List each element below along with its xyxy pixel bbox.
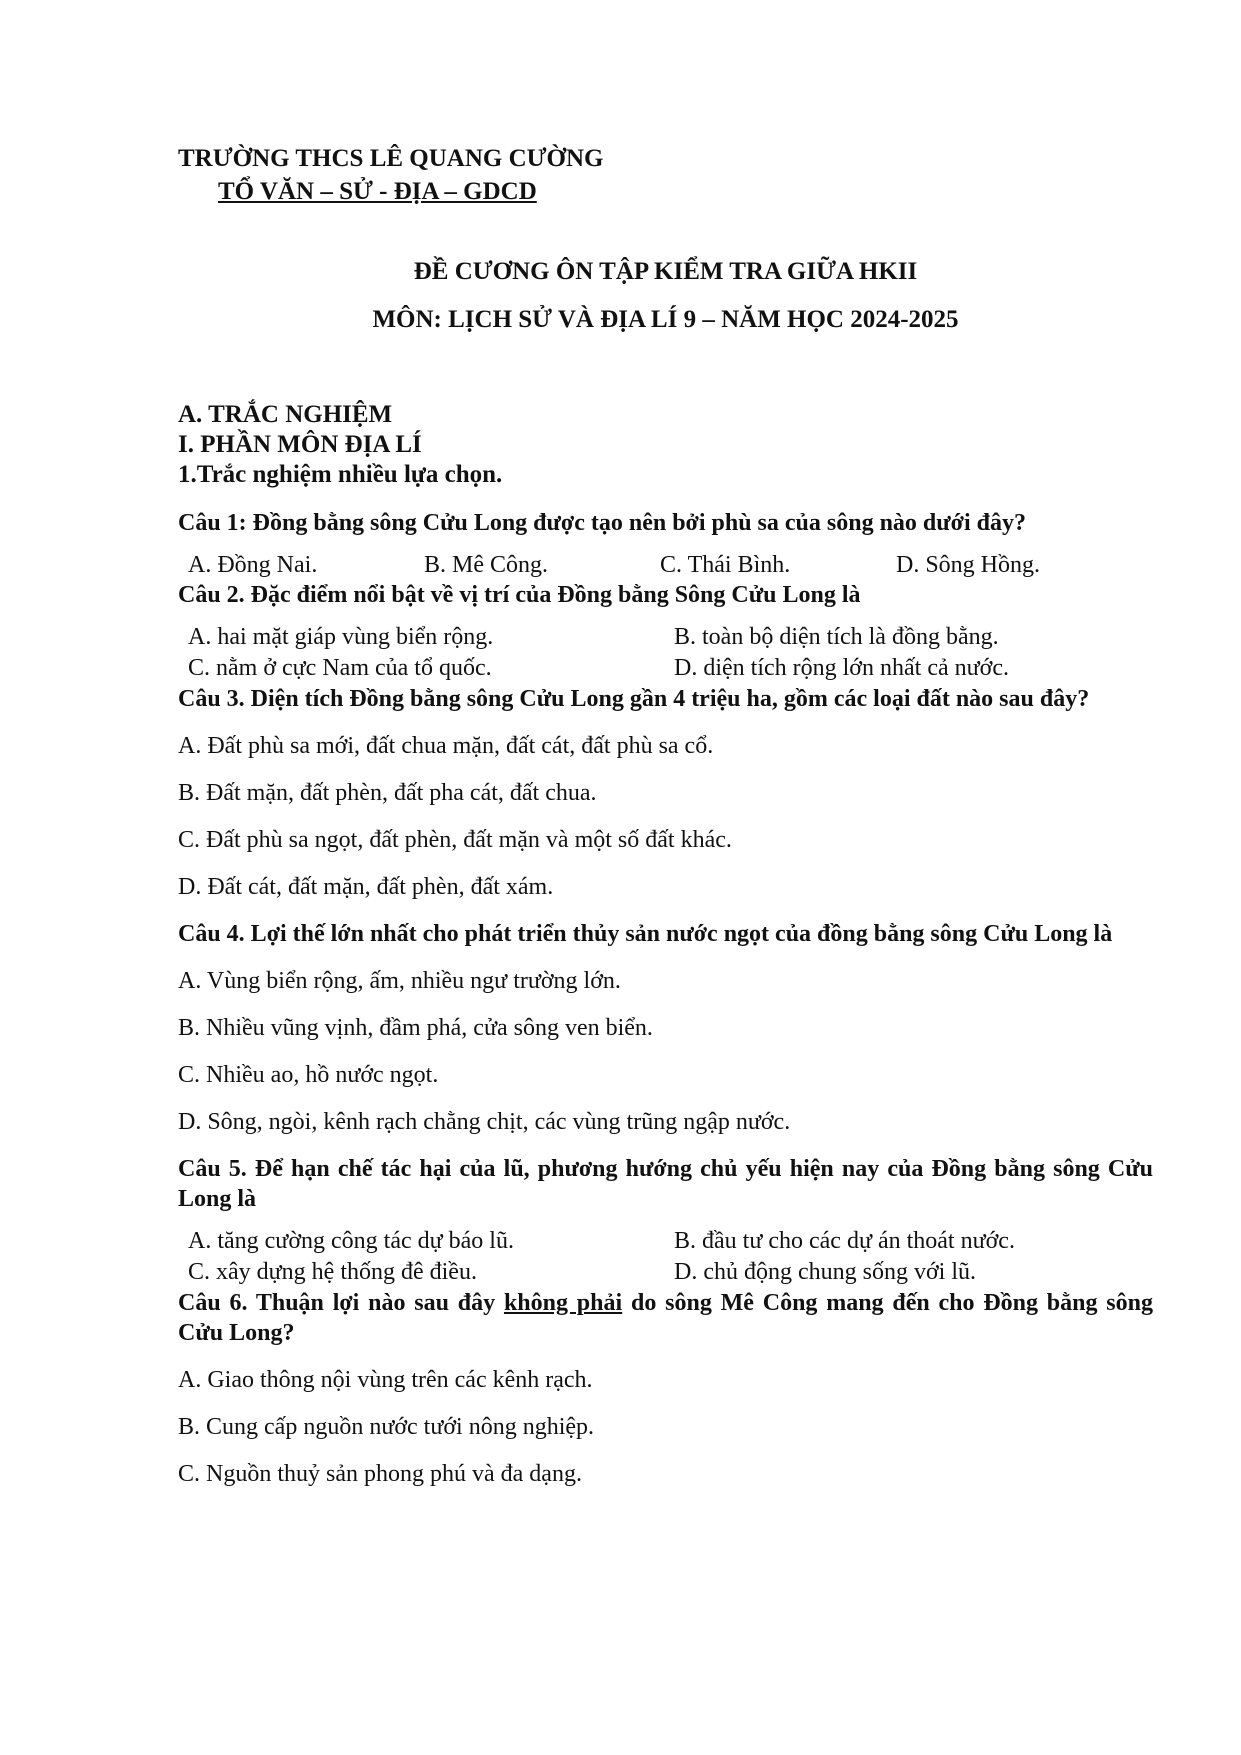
option: D. Sông Hồng. [896,552,1041,578]
option: A. hai mặt giáp vùng biển rộng. [188,624,494,650]
question-6-text-start: Câu 6. Thuận lợi nào sau đây [178,1290,504,1316]
section-heading-a: A. TRẮC NGHIỆM [178,401,393,428]
question-5: Câu 5. Để hạn chế tác hại của lũ, phương hướng chủ yếu hiện nay của Đồng bằng sông Cửu Long là [178,1156,1153,1212]
option: D. diện tích rộng lớn nhất cả nước. [674,655,1009,681]
option: C. Nhiều ao, hồ nước ngọt. [178,1062,439,1088]
option: B. Nhiều vũng vịnh, đầm phá, cửa sông ven biển. [178,1015,653,1041]
question-6-emphasis: không phải [503,1290,623,1316]
question-2: Câu 2. Đặc điểm nổi bật về vị trí của Đồng bằng Sông Cửu Long là [178,582,861,608]
option: B. đầu tư cho các dự án thoát nước. [674,1228,1015,1254]
option: C. xây dựng hệ thống đê điều. [188,1259,477,1285]
document-body [178,400,1153,1489]
option: B. Đất mặn, đất phèn, đất pha cát, đất chua. [178,780,597,806]
department-name: TỔ VĂN – SỬ - ĐỊA – GDCD [218,178,537,205]
question-1-options [178,550,1153,580]
option: A. Đồng Nai. [188,552,318,578]
question-3: Câu 3. Diện tích Đồng bằng sông Cửu Long gần 4 triệu ha, gồm các loại đất nào sau đây? [178,686,1090,712]
option: C. Nguồn thuỷ sản phong phú và đa dạng. [178,1461,582,1487]
document-subtitle: MÔN: LỊCH SỬ VÀ ĐỊA LÍ 9 – NĂM HỌC 2024-2025 [372,306,959,333]
question-6 [178,1288,1153,1348]
option: C. nằm ở cực Nam của tổ quốc. [188,655,492,681]
option: B. toàn bộ diện tích là đồng bằng. [674,624,999,650]
option: A. Đất phù sa mới, đất chua mặn, đất cát, đất phù sa cổ. [178,733,714,759]
question-6-text-end: do sông Mê Công mang đến cho Đồng bằng sông Cửu Long? [178,1290,1153,1346]
option: D. Đất cát, đất mặn, đất phèn, đất xám. [178,874,554,900]
option: D. chủ động chung sống với lũ. [674,1259,977,1285]
option: A. Giao thông nội vùng trên các kênh rạch. [178,1367,593,1393]
option: C. Đất phù sa ngọt, đất phèn, đất mặn và một số đất khác. [178,827,732,853]
option: B. Cung cấp nguồn nước tưới nông nghiệp. [178,1414,595,1440]
school-name: TRƯỜNG THCS LÊ QUANG CƯỜNG [178,145,604,172]
subsection-heading: 1.Trắc nghiệm nhiều lựa chọn. [178,461,503,488]
question-1: Câu 1: Đồng bằng sông Cửu Long được tạo nên bởi phù sa của sông nào dưới đây? [178,510,1026,536]
question-5-options [178,1226,1153,1288]
option: A. Vùng biển rộng, ấm, nhiều ngư trường lớn. [178,968,621,994]
option: D. Sông, ngòi, kênh rạch chằng chịt, các vùng trũng ngập nước. [178,1109,791,1135]
option: A. tăng cường công tác dự báo lũ. [188,1228,514,1254]
option: C. Thái Bình. [660,552,791,578]
section-heading-i: I. PHẦN MÔN ĐỊA LÍ [178,431,422,458]
question-4: Câu 4. Lợi thế lớn nhất cho phát triển thủy sản nước ngọt của đồng bằng sông Cửu Long là [178,921,1113,947]
document-title: ĐỀ CƯƠNG ÔN TẬP KIỂM TRA GIỮA HKII [413,258,918,285]
question-2-options [178,622,1153,684]
option: B. Mê Công. [424,552,549,578]
